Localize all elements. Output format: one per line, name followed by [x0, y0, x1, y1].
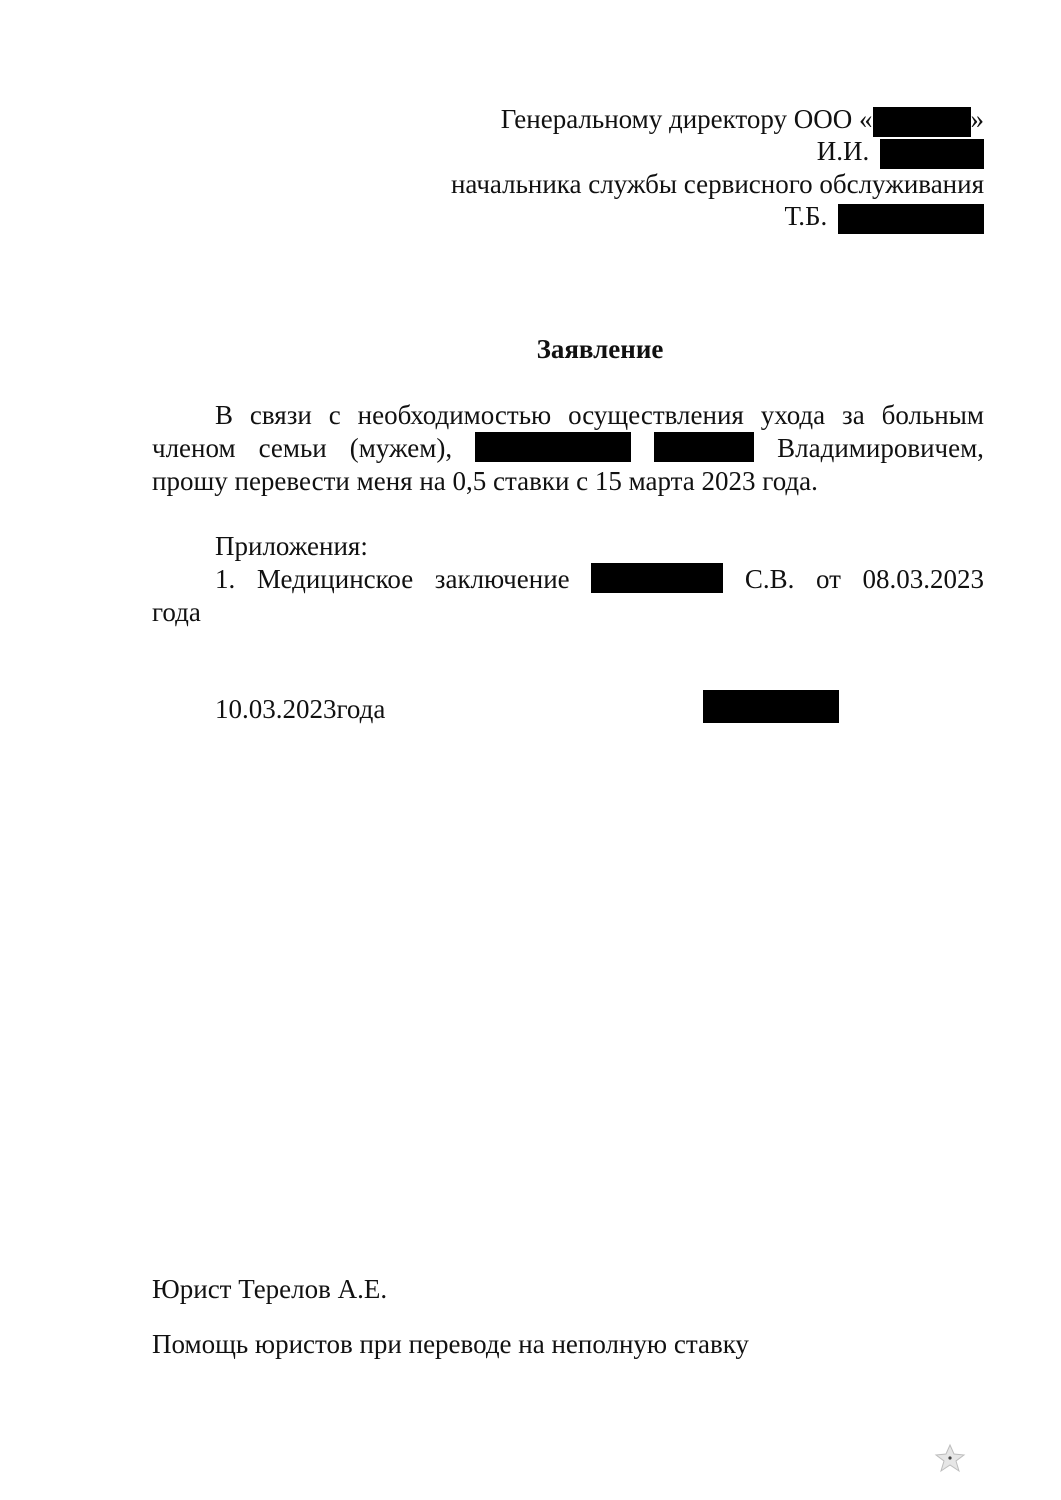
body-word: семьи	[258, 433, 327, 463]
attachment-number: 1.	[215, 564, 236, 594]
body-word: осуществления	[568, 400, 744, 430]
husband-patronymic: Владимировичем,	[777, 433, 984, 463]
body-word: ухода	[760, 400, 826, 430]
footer-caption: Помощь юристов при переводе на неполную ставку	[152, 1329, 749, 1359]
attachment-initials: С.В.	[744, 564, 795, 594]
body-word: членом	[152, 433, 236, 463]
addressee-line-2	[817, 135, 984, 169]
body-word: с	[328, 400, 341, 430]
addressee-line-3	[451, 168, 984, 200]
addressee-line-1	[501, 103, 984, 137]
body-line-1	[152, 399, 984, 431]
addressee-company-suffix: »	[970, 104, 984, 134]
footer-author: Юрист Терелов А.Е.	[152, 1274, 388, 1304]
attachments-heading: Приложения:	[215, 531, 368, 561]
sender-position: начальника службы сервисного обслуживания	[450, 169, 984, 199]
attachment-word: Медицинское	[256, 564, 414, 594]
director-initials: И.И.	[816, 136, 870, 166]
redaction-company-name	[873, 107, 971, 137]
body-word: за	[842, 400, 865, 430]
redaction-sender-surname	[838, 204, 984, 234]
body-line-3: прошу перевести меня на 0,5 ставки с 15 марта 2023 года.	[152, 466, 818, 496]
redaction-attachment-surname	[591, 563, 723, 593]
redaction-signature	[703, 690, 839, 723]
redaction-husband-surname	[475, 432, 631, 462]
sender-initials: Т.Б.	[784, 201, 828, 231]
body-word: больным	[881, 400, 984, 430]
attachment-date: 08.03.2023	[862, 564, 984, 594]
addressee-line-4	[784, 200, 984, 234]
body-word: В	[215, 400, 234, 430]
body-word: связи	[249, 400, 312, 430]
page-title: Заявление	[536, 334, 664, 364]
redaction-husband-name	[654, 432, 754, 462]
attachment-word: заключение	[434, 564, 570, 594]
attachment-word: от	[815, 564, 841, 594]
attachment-item-1-continuation: года	[152, 597, 201, 627]
watermark-star-icon	[934, 1443, 966, 1473]
addressee-company-prefix: Генеральному директору ООО «	[500, 104, 873, 134]
body-word: необходимостью	[357, 400, 552, 430]
body-word: (мужем),	[349, 433, 453, 463]
redaction-director-surname	[880, 139, 984, 169]
body-line-2	[152, 432, 984, 464]
attachment-item-1	[152, 563, 984, 595]
application-date: 10.03.2023года	[215, 694, 386, 724]
